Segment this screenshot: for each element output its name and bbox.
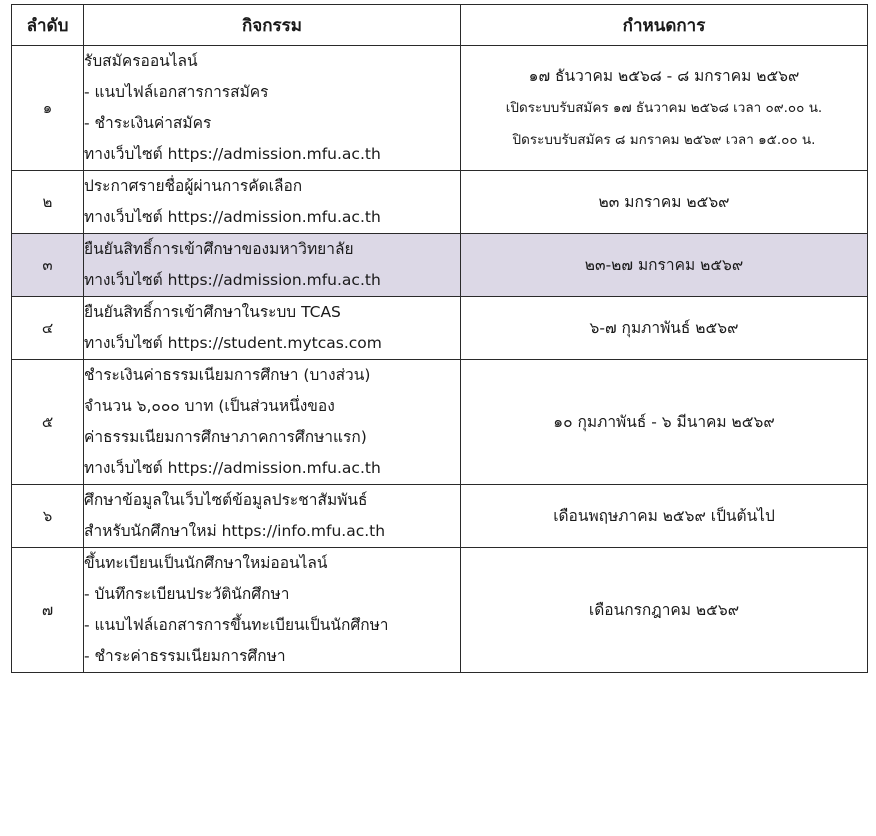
activity-line: ทางเว็บไซต์ https://student.mytcas.com [84,334,382,352]
activity-line: จำนวน ๖,๐๐๐ บาท (เป็นส่วนหนึ่งของ [84,397,335,415]
activity-line: ทางเว็บไซต์ https://admission.mfu.ac.th [84,459,381,477]
schedule-line: ๒๓-๒๗ มกราคม ๒๕๖๙ [584,256,744,274]
activity-line: ค่าธรรมเนียมการศึกษาภาคการศึกษาแรก) [84,428,367,446]
schedule-cell [461,234,868,297]
row-number: ๔ [12,297,84,360]
activity-line: ยืนยันสิทธิ์การเข้าศึกษาของมหาวิทยาลัย [84,240,354,258]
table-row-highlighted [12,234,868,297]
activity-line: - แนบไฟล์เอกสารการขึ้นทะเบียนเป็นนักศึกษา [84,616,389,634]
activity-line: ชำระเงินค่าธรรมเนียมการศึกษา (บางส่วน) [84,366,371,384]
activity-line: ยืนยันสิทธิ์การเข้าศึกษาในระบบ TCAS [84,303,341,321]
activity-cell [84,548,461,673]
table-row [12,548,868,673]
table-row [12,171,868,234]
activity-line: ทางเว็บไซต์ https://admission.mfu.ac.th [84,208,381,226]
schedule-cell [461,485,868,548]
activity-line: ทางเว็บไซต์ https://admission.mfu.ac.th [84,145,381,163]
row-number: ๑ [12,46,84,171]
header-no: ลำดับ [12,5,84,46]
header-activity: กิจกรรม [84,5,461,46]
activity-line: ทางเว็บไซต์ https://admission.mfu.ac.th [84,271,381,289]
schedule-line: ๑๐ กุมภาพันธ์ - ๖ มีนาคม ๒๕๖๙ [553,413,775,431]
schedule-table [11,4,868,673]
row-number: ๒ [12,171,84,234]
row-number: ๓ [12,234,84,297]
table-header-row [12,5,868,46]
activity-cell [84,171,461,234]
schedule-line: เดือนกรกฎาคม ๒๕๖๙ [588,601,740,619]
schedule-cell [461,548,868,673]
schedule-cell [461,297,868,360]
activity-line: - ชำระค่าธรรมเนียมการศึกษา [84,647,286,665]
schedule-cell [461,171,868,234]
schedule-line: เปิดระบบรับสมัคร ๑๗ ธันวาคม ๒๕๖๘ เวลา ๐๙.๐๐ น. [505,100,823,116]
activity-cell [84,46,461,171]
schedule-line: ๑๗ ธันวาคม ๒๕๖๘ - ๘ มกราคม ๒๕๖๙ [528,67,800,85]
table-row [12,46,868,171]
activity-line: - แนบไฟล์เอกสารการสมัคร [84,83,269,101]
activity-line: ประกาศรายชื่อผู้ผ่านการคัดเลือก [84,177,303,195]
activity-cell [84,234,461,297]
activity-line: - ชำระเงินค่าสมัคร [84,114,212,132]
schedule-line: ๒๓ มกราคม ๒๕๖๙ [598,193,730,211]
row-number: ๕ [12,360,84,485]
activity-cell [84,360,461,485]
schedule-line: ๖-๗ กุมภาพันธ์ ๒๕๖๙ [589,319,739,337]
activity-line: ศึกษาข้อมูลในเว็บไซต์ข้อมูลประชาสัมพันธ์ [84,491,368,509]
table-row [12,297,868,360]
schedule-line: เดือนพฤษภาคม ๒๕๖๙ เป็นต้นไป [553,507,775,525]
activity-line: รับสมัครออนไลน์ [84,52,198,70]
activity-line: ขึ้นทะเบียนเป็นนักศึกษาใหม่ออนไลน์ [84,554,328,572]
activity-cell [84,485,461,548]
schedule-cell [461,360,868,485]
activity-cell [84,297,461,360]
schedule-line: ปิดระบบรับสมัคร ๘ มกราคม ๒๕๖๙ เวลา ๑๕.๐๐ น. [512,132,816,148]
header-schedule: กำหนดการ [461,5,868,46]
activity-line: - บันทึกระเบียนประวัตินักศึกษา [84,585,290,603]
row-number: ๗ [12,548,84,673]
schedule-cell [461,46,868,171]
table-row [12,360,868,485]
row-number: ๖ [12,485,84,548]
table-row [12,485,868,548]
activity-line: สำหรับนักศึกษาใหม่ https://info.mfu.ac.th [84,522,386,540]
